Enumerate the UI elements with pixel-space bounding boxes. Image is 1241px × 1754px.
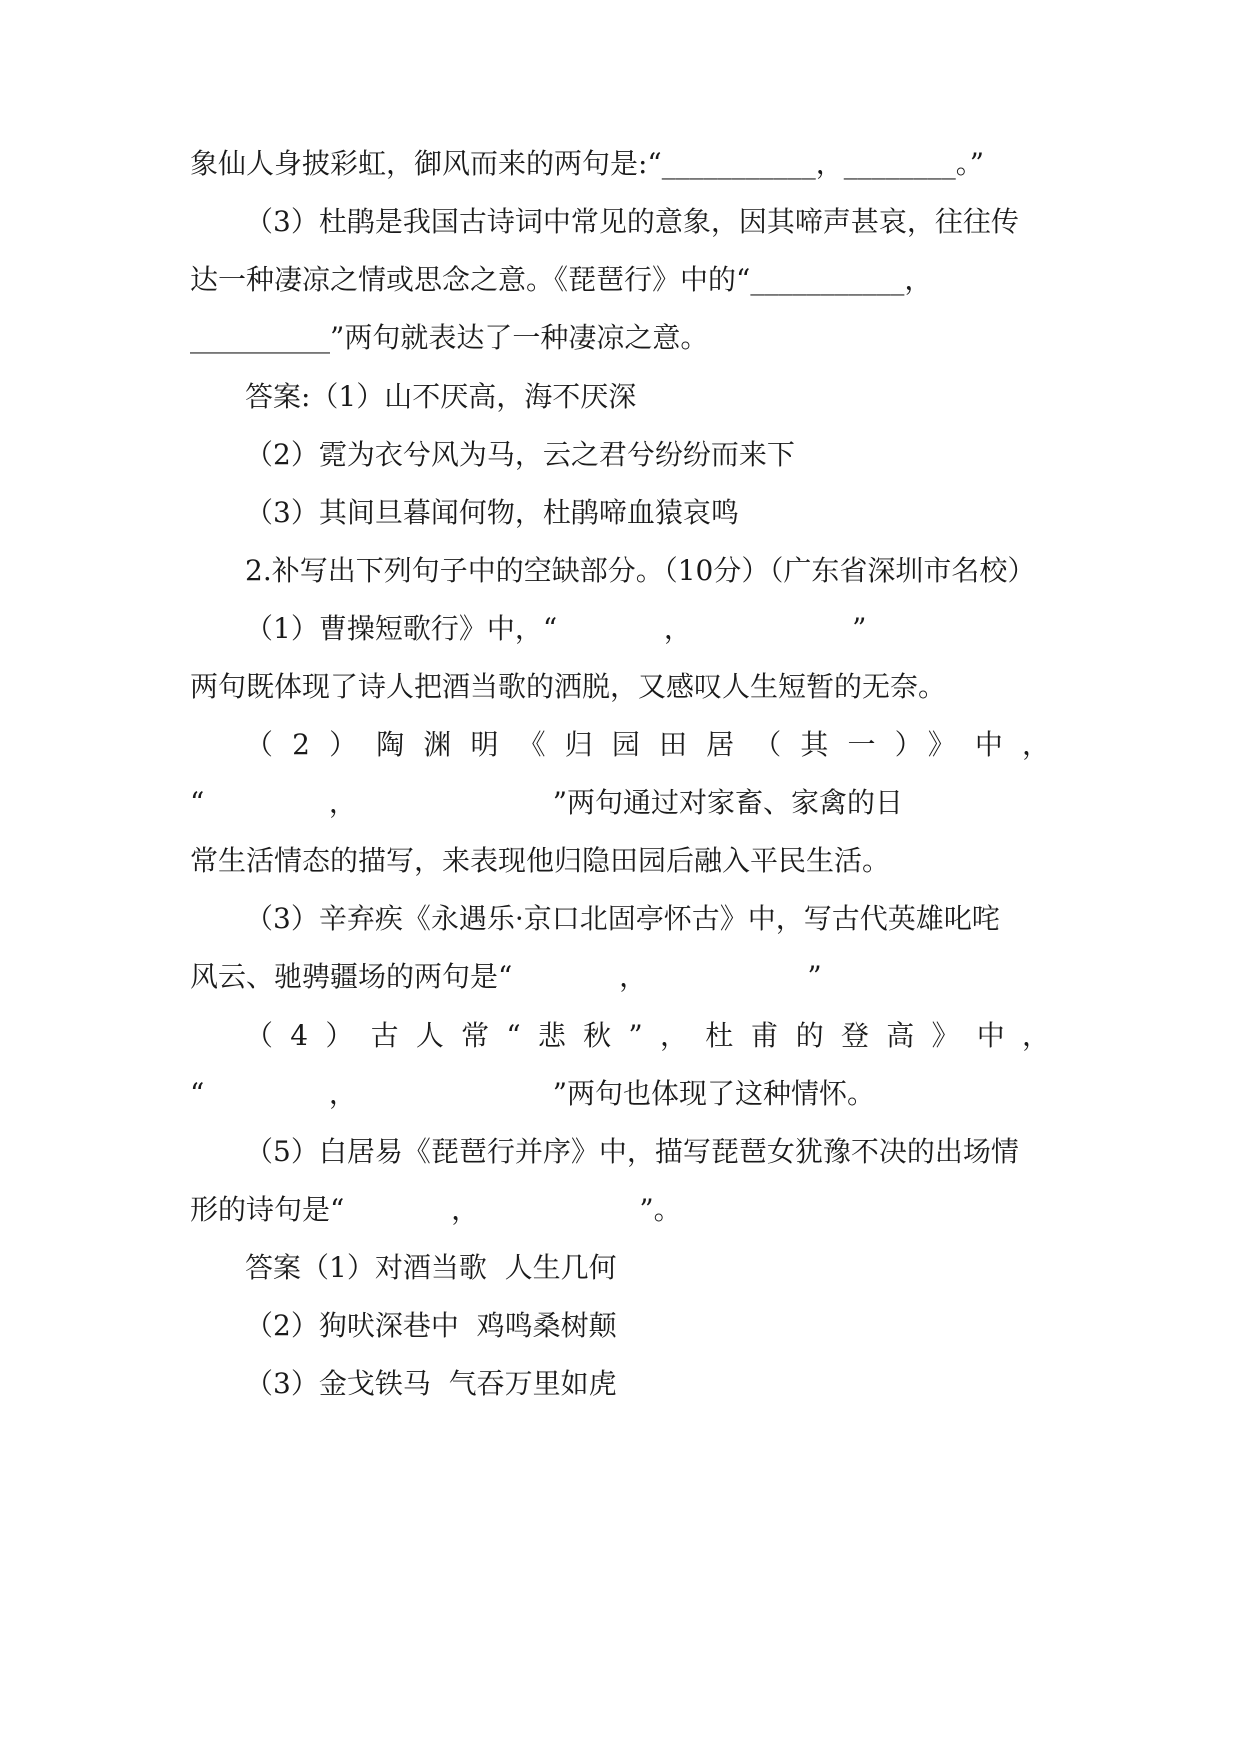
question-2-4-line-2: “ ， ”两句也体现了这种情怀。 [190,1077,876,1110]
question-2-heading: 2.补写出下列句子中的空缺部分。（10分）（广东省深圳市名校） [245,554,1036,587]
question-1-3-line-3: __________”两句就表达了一种凄凉之意。 [190,321,709,354]
answer-1-1: 答案:（1）山不厌高，海不厌深 [245,380,637,413]
question-2-3-line-1: （3）辛弃疾《永遇乐·京口北固亭怀古》中，写古代英雄叱咤 [245,902,1000,935]
question-1-3-line-2: 达一种凄凉之情或思念之意。《琵琶行》中的“___________， [190,263,933,296]
question-2-3-line-2: 风云、驰骋疆场的两句是“ ， ” [190,960,822,993]
question-2-5-line-1: （5）白居易《琵琶行并序》中，描写琵琶女犹豫不决的出场情 [245,1135,1019,1168]
answer-2-3: （3）金戈铁马 气吞万里如虎 [245,1367,617,1400]
question-2-4-line-1: （4）古人常“悲秋”，杜甫的登高》中， [245,1019,1050,1052]
question-1-3-line-1: （3）杜鹃是我国古诗词中常见的意象，因其啼声甚哀，往往传 [245,205,1019,238]
answer-2-2: （2）狗吠深巷中 鸡鸣桑树颠 [245,1309,617,1342]
question-2-5-line-2: 形的诗句是“ ， ”。 [190,1193,682,1226]
question-2-2-line-1: （2）陶渊明《归园田居（其一）》中， [245,728,1050,761]
question-2-1-line-1: （1）曹操短歌行》中，“ ， ” [245,612,867,645]
question-2-2-line-3: 常生活情态的描写，来表现他归隐田园后融入平民生活。 [190,844,891,877]
answer-2-1: 答案（1）对酒当歌 人生几何 [245,1251,617,1284]
answer-1-3: （3）其间旦暮闻何物，杜鹃啼血猿哀鸣 [245,496,739,529]
question-1-2-continuation: 象仙人身披彩虹，御风而来的两句是:“___________，________。” [190,147,985,180]
question-2-1-line-2: 两句既体现了诗人把酒当歌的洒脱，又感叹人生短暂的无奈。 [190,670,947,703]
question-2-2-line-2: “ ， ”两句通过对家畜、家禽的日 [190,786,904,819]
answer-1-2: （2）霓为衣兮风为马，云之君兮纷纷而来下 [245,438,795,471]
